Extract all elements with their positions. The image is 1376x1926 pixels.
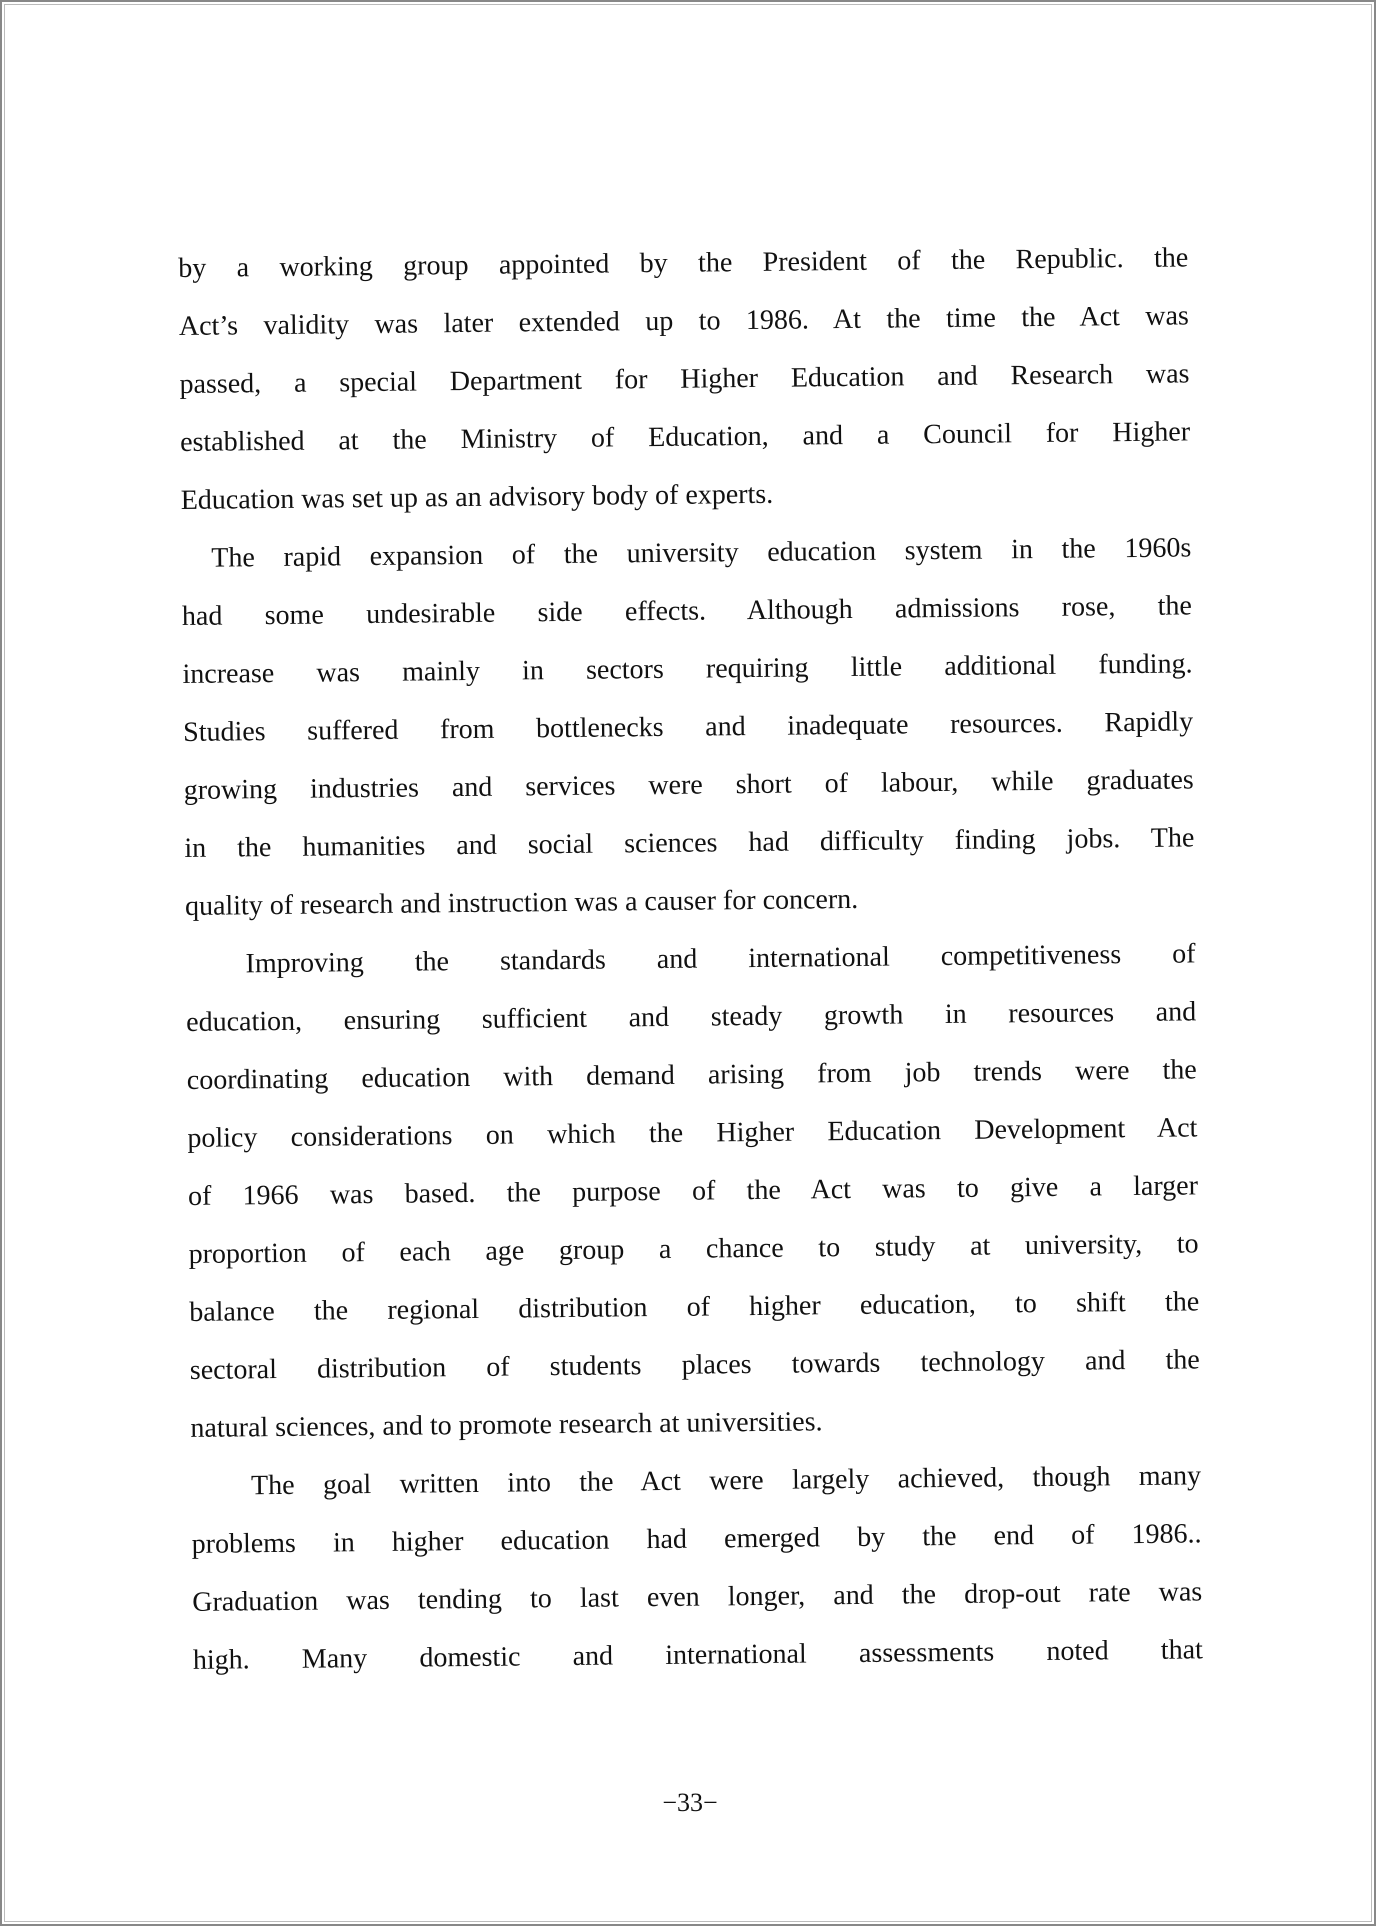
- text-line: natural sciences, and to promote research at universities.: [190, 1406, 823, 1444]
- text-line: of 1966 was based. the purpose of the Act was to give a larger: [187, 1170, 1199, 1212]
- text-line: established at the Ministry of Education, and a Council for Higher: [179, 416, 1191, 458]
- page-number: −33−: [662, 1788, 718, 1817]
- text-line: The goal written into the Act were largely achieved, though many: [250, 1460, 1202, 1502]
- text-line: Graduation was tending to last even longer, and the drop-out rate was: [192, 1576, 1203, 1618]
- text-line: Education was set up as an advisory body of experts.: [180, 478, 774, 516]
- text-line: quality of research and instruction was a causer for concern.: [184, 883, 859, 922]
- text-line: high. Many domestic and international assessments noted that: [192, 1634, 1203, 1676]
- text-line: proportion of each age group a chance to study at university, to: [188, 1228, 1199, 1270]
- text-line: Studies suffered from bottlenecks and inadequate resources. Rapidly: [182, 706, 1194, 748]
- paragraph-4: [191, 1447, 1203, 1690]
- text-line: increase was mainly in sectors requiring little additional funding.: [182, 648, 1193, 690]
- text-line: Act’s validity was later extended up to 1986. At the time the Act was: [178, 300, 1190, 342]
- text-line: balance the regional distribution of higher education, to shift the: [189, 1286, 1200, 1328]
- text-line: passed, a special Department for Higher Education and Research was: [179, 358, 1190, 400]
- text-line: had some undesirable side effects. Although admissions rose, the: [181, 590, 1193, 632]
- text-line: problems in higher education had emerged by the end of 1986..: [191, 1518, 1202, 1560]
- text-line: in the humanities and social sciences had difficulty finding jobs. The: [184, 822, 1195, 864]
- body-text: [178, 229, 1203, 1689]
- text-line: sectoral distribution of students places towards technology and the: [189, 1344, 1200, 1386]
- text-line: policy considerations on which the Higher Education Development Act: [187, 1112, 1198, 1154]
- paragraph-1: [178, 229, 1191, 530]
- paragraph-3: [185, 925, 1200, 1458]
- text-line: coordinating education with demand arising from job trends were the: [186, 1054, 1197, 1096]
- text-line: The rapid expansion of the university education system in the 1960s: [211, 532, 1192, 574]
- paragraph-2: [181, 519, 1195, 936]
- text-line: Improving the standards and international competitiveness of: [245, 938, 1196, 980]
- text-line: by a working group appointed by the President of the Republic. the: [178, 242, 1189, 284]
- text-line: growing industries and services were short of labour, while graduates: [183, 764, 1194, 806]
- text-line: education, ensuring sufficient and steady growth in resources and: [186, 996, 1197, 1038]
